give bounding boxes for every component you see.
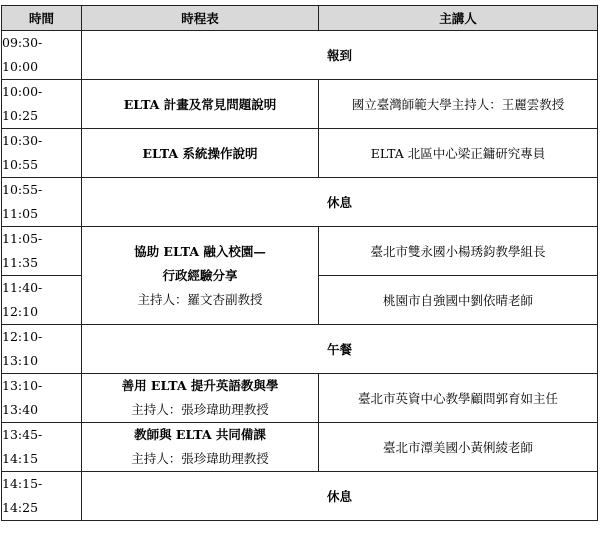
time-cell	[2, 276, 82, 325]
time-end: 12:10	[2, 304, 39, 319]
topic-line: 行政經驗分享	[162, 267, 238, 283]
topic-cell: ELTA 計畫及常見問題說明	[82, 80, 319, 129]
time-end: 13:40	[2, 402, 39, 417]
host-label: 主持人：羅文杏副教授	[137, 291, 263, 307]
time-end: 10:55	[2, 157, 39, 172]
speaker-cell: ELTA 北區中心梁正鏞研究專員	[319, 129, 598, 178]
time-end: 13:10	[2, 353, 39, 368]
topic-cell: ELTA 系統操作說明	[82, 129, 319, 178]
time-start: 10:55-	[2, 182, 43, 197]
host-label: 主持人：張珍瑋助理教授	[131, 402, 269, 417]
time-start: 13:45-	[2, 427, 43, 442]
time-cell	[2, 31, 82, 80]
time-end: 14:15	[2, 451, 39, 466]
time-start: 11:40-	[2, 280, 43, 295]
time-cell	[2, 80, 82, 129]
time-cell	[2, 423, 82, 472]
time-cell	[2, 178, 82, 227]
time-end: 10:00	[2, 59, 39, 74]
time-start: 09:30-	[2, 35, 43, 50]
table-row	[2, 31, 598, 80]
topic-line: 協助 ELTA 融入校園—	[134, 243, 266, 259]
header-row	[2, 6, 598, 31]
speaker-cell: 臺北市雙永國小楊琇鈞教學組長	[319, 227, 598, 276]
time-cell	[2, 325, 82, 374]
span-cell-lunch: 午餐	[82, 325, 598, 374]
header-time: 時間	[2, 6, 82, 31]
speaker-cell: 臺北市潭美國小黃俐綾老師	[319, 423, 598, 472]
host-label: 主持人：張珍瑋助理教授	[131, 451, 269, 466]
time-end: 11:05	[2, 206, 39, 221]
table-row	[2, 227, 598, 276]
time-start: 13:10-	[2, 378, 43, 393]
time-end: 14:25	[2, 500, 39, 515]
header-schedule: 時程表	[82, 6, 319, 31]
time-end: 10:25	[2, 108, 39, 123]
speaker-cell: 桃園市自強國中劉依晴老師	[319, 276, 598, 325]
table-row	[2, 325, 598, 374]
time-cell	[2, 374, 82, 423]
table-row	[2, 423, 598, 472]
header-speaker: 主講人	[319, 6, 598, 31]
time-cell	[2, 227, 82, 276]
topic-cell	[82, 227, 319, 325]
time-start: 10:30-	[2, 133, 43, 148]
table-row	[2, 80, 598, 129]
time-cell	[2, 472, 82, 521]
topic-line: 善用 ELTA 提升英語教與學	[121, 378, 279, 393]
span-cell-break: 休息	[82, 178, 598, 227]
span-cell-break: 休息	[82, 472, 598, 521]
topic-line: 教師與 ELTA 共同備課	[134, 427, 266, 442]
table-row	[2, 374, 598, 423]
time-start: 10:00-	[2, 84, 43, 99]
span-cell-checkin: 報到	[82, 31, 598, 80]
topic-cell	[82, 374, 319, 423]
table-row	[2, 178, 598, 227]
table-row	[2, 472, 598, 521]
speaker-cell: 國立臺灣師範大學主持人：王麗雲教授	[319, 80, 598, 129]
time-start: 12:10-	[2, 329, 43, 344]
time-end: 11:35	[2, 255, 39, 270]
time-cell	[2, 129, 82, 178]
topic-cell	[82, 423, 319, 472]
time-start: 14:15-	[2, 476, 43, 491]
time-start: 11:05-	[2, 231, 43, 246]
schedule-table	[1, 5, 598, 521]
table-row	[2, 129, 598, 178]
speaker-cell: 臺北市英資中心教學顧問郭育如主任	[319, 374, 598, 423]
